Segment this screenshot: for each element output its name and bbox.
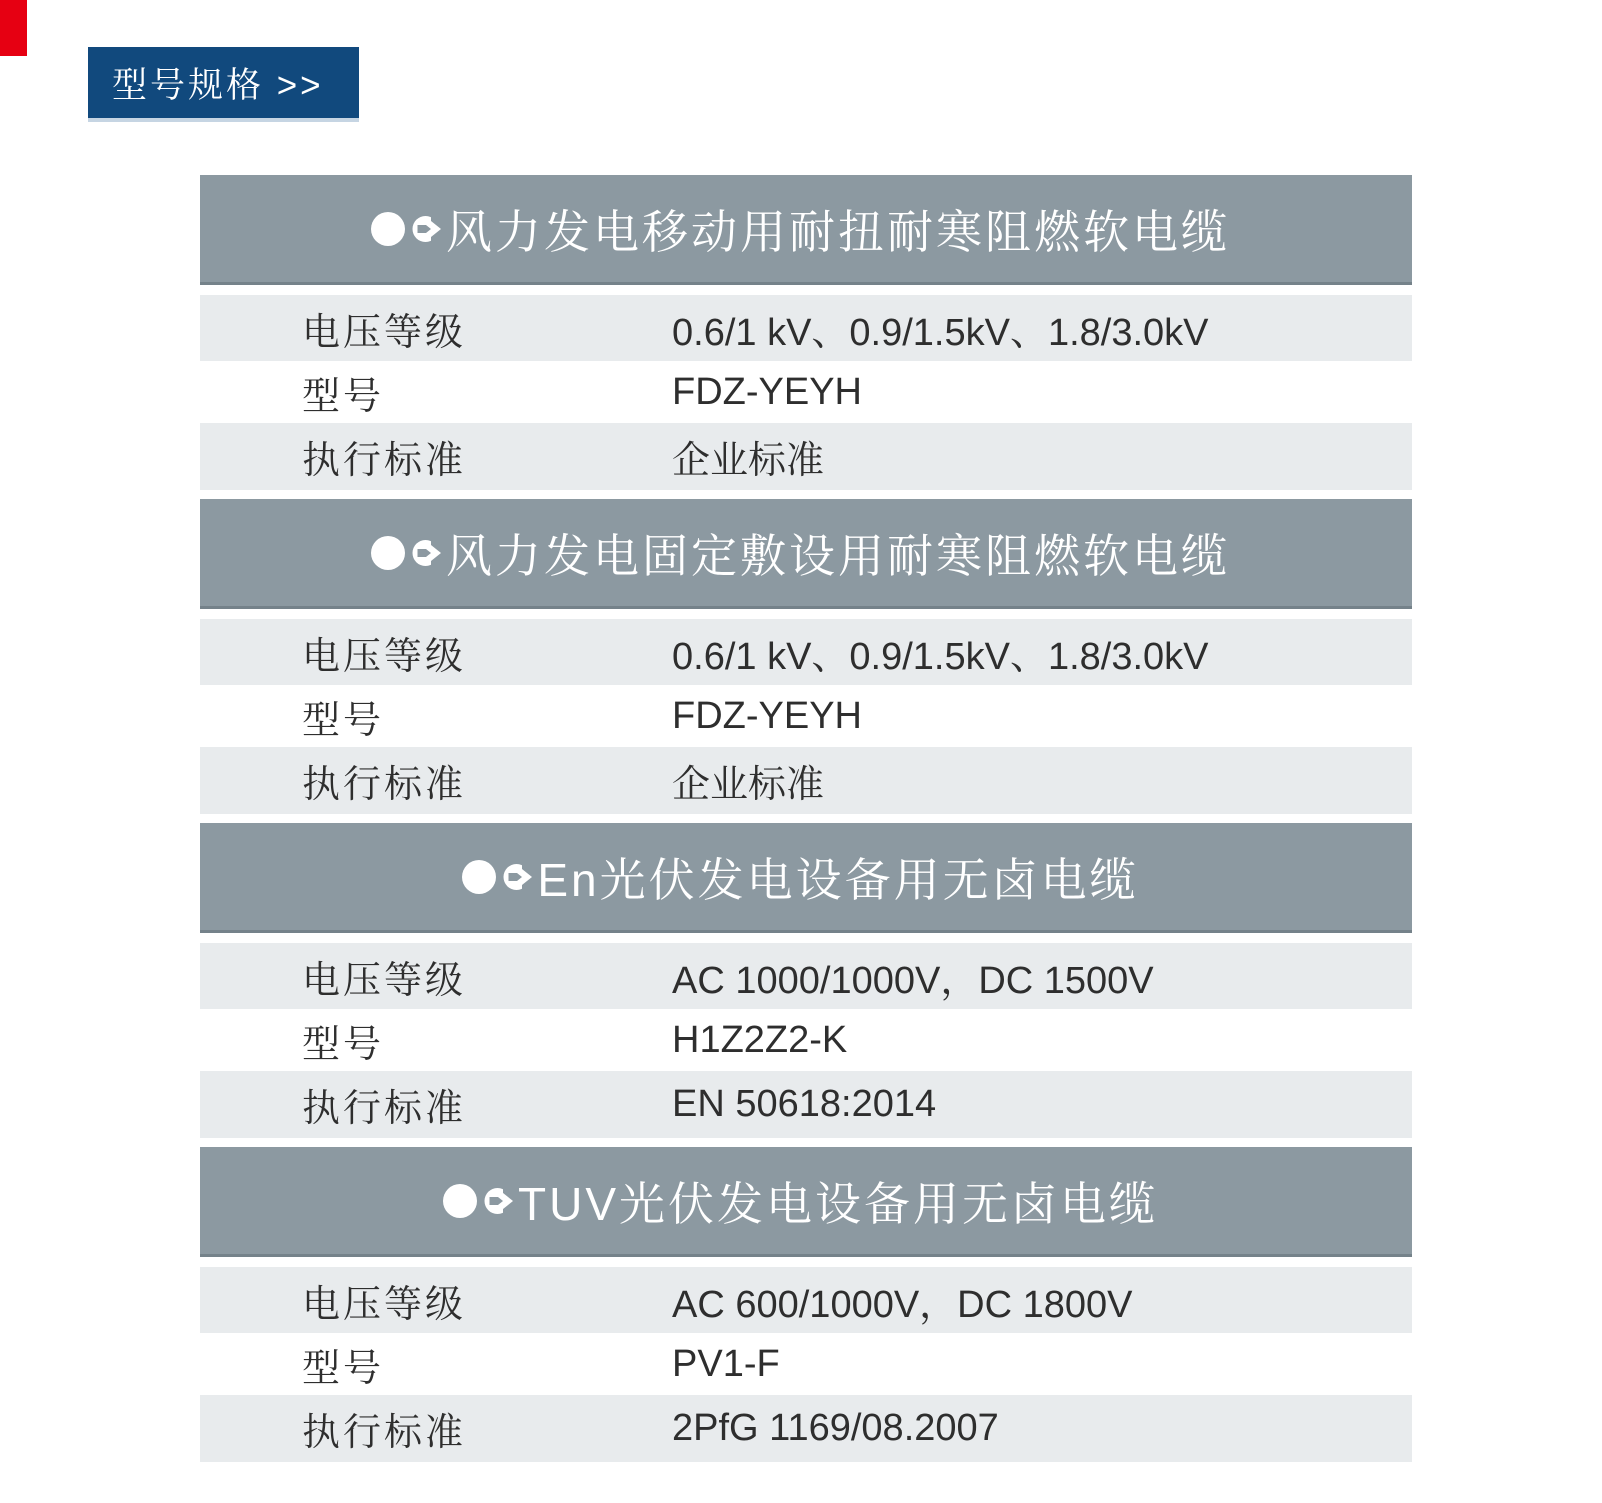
spec-section-1 (200, 175, 1412, 490)
spec-row (200, 1071, 1412, 1138)
spec-row-value: EN 50618:2014 (672, 1083, 937, 1125)
spec-row-label: 电压等级 (302, 1283, 467, 1326)
spec-section-title: 风力发电固定敷设用耐寒阻燃软电缆 (446, 529, 1230, 582)
spec-section-header (200, 175, 1412, 285)
spec-row-label: 电压等级 (302, 635, 467, 678)
spec-row-label: 执行标准 (302, 1088, 467, 1130)
spec-row-value: 企业标准 (672, 440, 825, 482)
spec-section-title: 风力发电移动用耐扭耐寒阻燃软电缆 (446, 205, 1230, 258)
spec-row-label: 型号 (302, 699, 385, 742)
spec-row (200, 747, 1412, 814)
spec-row (200, 1267, 1412, 1333)
spec-section-4 (200, 1147, 1412, 1462)
spec-section-3 (200, 823, 1412, 1138)
spec-section-title: TUV光伏发电设备用无卤电缆 (518, 1177, 1158, 1230)
spec-section-header (200, 823, 1412, 933)
spec-row (200, 943, 1412, 1009)
spec-row-value: 0.6/1 kV、0.9/1.5kV、1.8/3.0kV (672, 635, 1209, 678)
spec-row-value: 企业标准 (672, 764, 825, 806)
spec-row-value: H1Z2Z2-K (672, 1018, 848, 1061)
circled-right-arrow-icon (503, 860, 537, 894)
spec-row-value: AC 1000/1000V，DC 1500V (672, 959, 1154, 1002)
spec-row-label: 型号 (302, 1023, 385, 1066)
bullet-circle-icon (462, 860, 496, 894)
spec-row-label: 执行标准 (302, 764, 467, 806)
spec-row-value: 0.6/1 kV、0.9/1.5kV、1.8/3.0kV (672, 311, 1209, 354)
spec-row-value: AC 600/1000V，DC 1800V (672, 1283, 1133, 1326)
spec-row-label: 电压等级 (302, 959, 467, 1002)
spec-tables (200, 175, 1412, 1471)
bullet-circle-icon (371, 212, 405, 246)
spec-row-value: PV1-F (672, 1342, 780, 1385)
bullet-circle-icon (371, 536, 405, 570)
spec-row (200, 1009, 1412, 1071)
circled-right-arrow-icon (484, 1184, 518, 1218)
page-title-badge (88, 47, 359, 122)
spec-row (200, 295, 1412, 361)
spec-section-header (200, 499, 1412, 609)
spec-row-label: 电压等级 (302, 311, 467, 354)
circled-right-arrow-icon (412, 536, 446, 570)
spec-row (200, 685, 1412, 747)
spec-section-2 (200, 499, 1412, 814)
spec-row (200, 423, 1412, 490)
spec-row-label: 型号 (302, 375, 385, 418)
spec-row-value: FDZ-YEYH (672, 694, 862, 737)
spec-row (200, 1333, 1412, 1395)
spec-row-label: 执行标准 (302, 440, 467, 482)
spec-row (200, 619, 1412, 685)
spec-row-label: 执行标准 (302, 1412, 467, 1454)
spec-row-value: 2PfG 1169/08.2007 (672, 1407, 999, 1449)
spec-section-header (200, 1147, 1412, 1257)
page-title: 型号规格 >> (112, 65, 324, 105)
spec-row (200, 1395, 1412, 1462)
red-accent-bar (0, 0, 27, 56)
bullet-circle-icon (443, 1184, 477, 1218)
circled-right-arrow-icon (412, 212, 446, 246)
spec-row (200, 361, 1412, 423)
spec-section-title: En光伏发电设备用无卤电缆 (537, 853, 1139, 906)
spec-row-value: FDZ-YEYH (672, 370, 862, 413)
spec-row-label: 型号 (302, 1347, 385, 1390)
